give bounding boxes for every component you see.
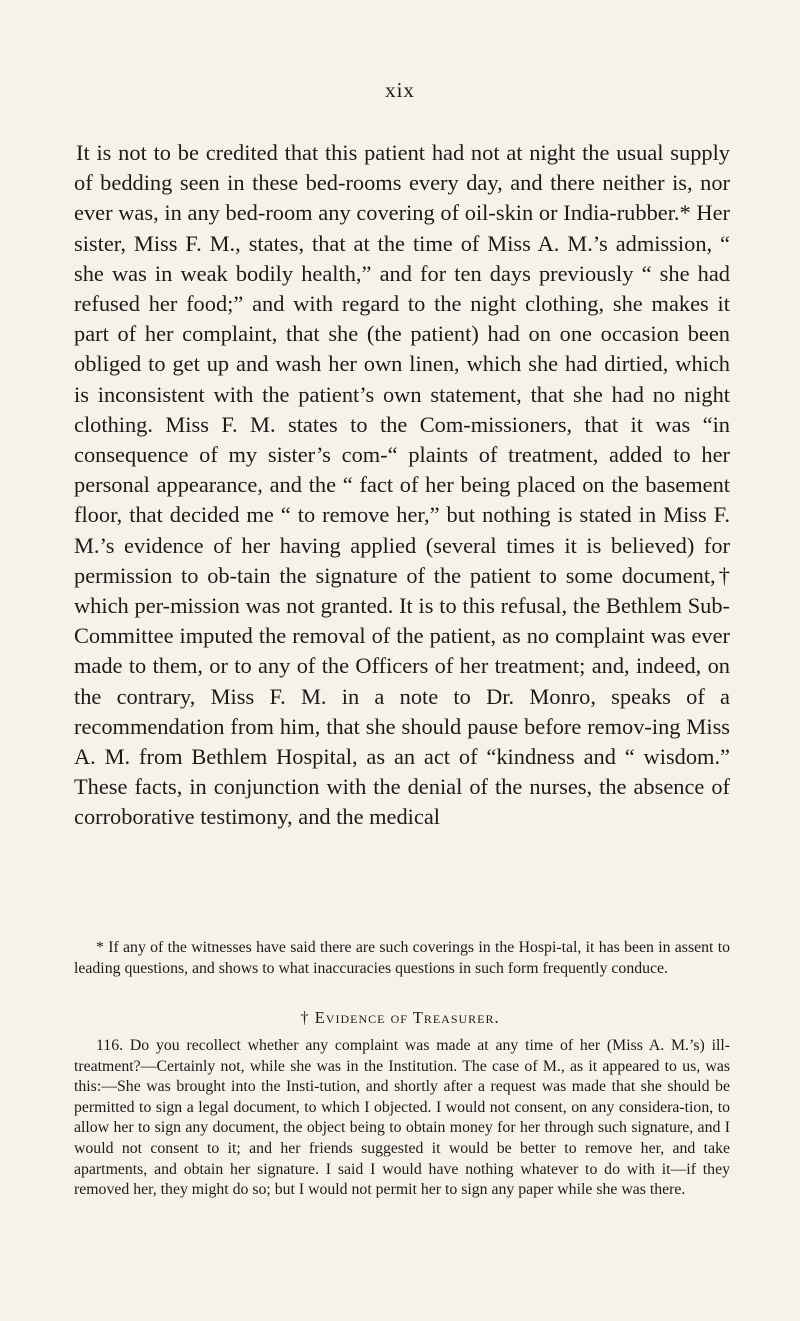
footnote-2-text: 116. Do you recollect whether any complaint was made at any time of her (Miss A. M.’s) ill-treatment?—Certainly not, while she was in the Institution. The case of M., as it appeared to us, was this:—She was brought into the Insti-tution, and shortly after a request was made that she should be permitted to sign a legal document, to which I objected. I would not consent, on any considera-tion, to allow her to sign any document, the object being to obtain money for her through such signature, and I would not consent to it; and her friends suggested it would be better to remove her, and take apartments, and obtain her signature. I said I would have nothing whatever to do with it—if they removed her, they might do so; but I would not permit her to sign any paper while she was there. [74, 1037, 730, 1199]
footnote-2 [74, 1036, 730, 1201]
page-number: xix [385, 78, 415, 102]
footnote-2-title: Evidence of Treasurer. [314, 1008, 500, 1027]
footnote-1-text: * If any of the witnesses have said there are such coverings in the Hospi-tal, it has been in assent to leading questions, and shows to what inaccuracies questions in such form frequently conduce. [74, 939, 730, 977]
footnote-1 [74, 938, 730, 979]
paragraph: It is not to be credited that this patient had not at night the usual supply of bedding seen in these bed-rooms every day, and there neither is, nor ever was, in any bed-room any covering of oil-skin or India-rubber.* Her sister, Miss F. M., states, that at the time of Miss A. M.’s admission, “ she was in weak bodily health,” and for ten days previously “ she had refused her food;” and with regard to the night clothing, she makes it part of her complaint, that she (the patient) had on one occasion been obliged to get up and wash her own linen, which she had dirtied, which is inconsistent with the patient’s own statement, that she had no night clothing. Miss F. M. states to the Com-missioners, that it was “in consequence of my sister’s com-“ plaints of treatment, added to her personal appearance, and the “ fact of her being placed on the basement floor, that decided me “ to remove her,” but nothing is stated in Miss F. M.’s evidence of her having applied (several times it is believed) for permission to ob-tain the signature of the patient to some document,† which per-mission was not granted. It is to this refusal, the Bethlem Sub-Committee imputed the removal of the patient, as no complaint was ever made to them, or to any of the Officers of her treatment; and, indeed, on the contrary, Miss F. M. in a note to Dr. Monro, speaks of a recommendation from him, that she should pause before remov-ing Miss A. M. from Bethlem Hospital, as an act of “kindness and “ wisdom.” These facts, in conjunction with the denial of the nurses, the absence of corroborative testimony, and the medical [74, 140, 730, 830]
footnote-2-heading [0, 1008, 800, 1028]
footnote-2-marker: † [300, 1008, 310, 1027]
main-text [74, 138, 730, 833]
